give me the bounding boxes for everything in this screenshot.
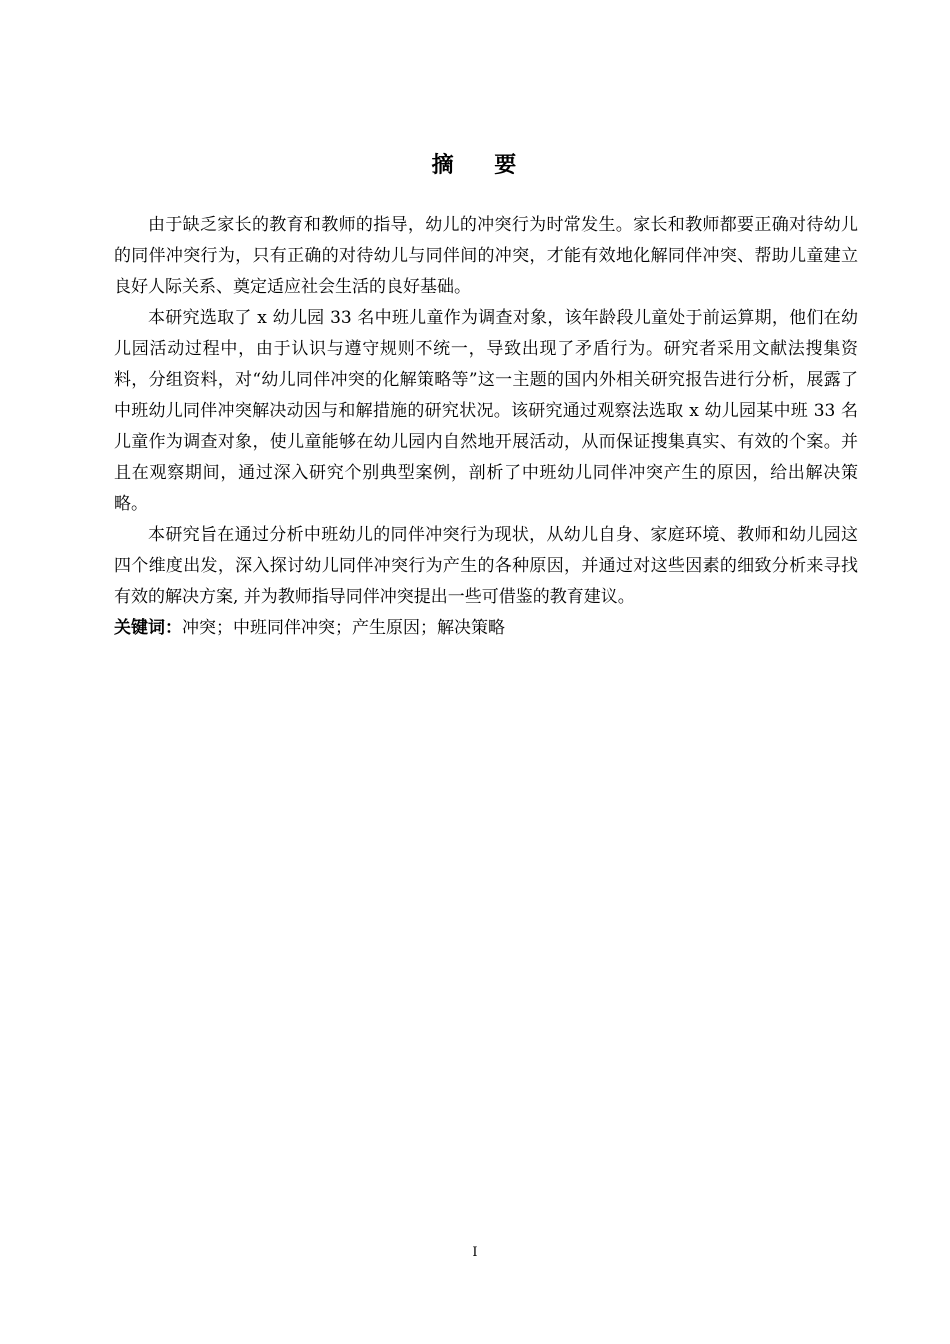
- abstract-paragraph-3: 本研究旨在通过分析中班幼儿的同伴冲突行为现状，从幼儿自身、家庭环境、教师和幼儿园这四个维度出发，深入探讨幼儿同伴冲突行为产生的各种原因，并通过对这些因素的细致分析来寻找有效的解决方案, 并为教师指导同伴冲突提出一些可借鉴的教育建议。: [114, 525, 858, 607]
- keywords-label: 关键词：: [114, 618, 182, 638]
- abstract-paragraph-1: 由于缺乏家长的教育和教师的指导，幼儿的冲突行为时常发生。家长和教师都要正确对待幼儿的同伴冲突行为，只有正确的对待幼儿与同伴间的冲突，才能有效地化解同伴冲突、帮助儿童建立良好人际关系、奠定适应社会生活的良好基础。: [114, 215, 858, 297]
- page-number: I: [472, 1245, 478, 1260]
- abstract-paragraph-2: 本研究选取了 x 幼儿园 33 名中班儿童作为调查对象，该年龄段儿童处于前运算期，他们在幼儿园活动过程中，由于认识与遵守规则不统一，导致出现了矛盾行为。研究者采用文献法搜集资料，分组资料，对“幼儿同伴冲突的化解策略等”这一主题的国内外相关研究报告进行分析，展露了中班幼儿同伴冲突解决动因与和解措施的研究状况。该研究通过观察法选取 x 幼儿园某中班 33 名儿童作为调查对象，使儿童能够在幼儿园内自然地开展活动，从而保证搜集真实、有效的个案。并且在观察期间，通过深入研究个别典型案例，剖析了中班幼儿同伴冲突产生的原因，给出解决策略。: [114, 308, 858, 514]
- keywords-text: 冲突；中班同伴冲突；产生原因；解决策略: [182, 618, 505, 638]
- page-title: 摘 要: [431, 153, 519, 178]
- keywords-line: [114, 613, 858, 644]
- abstract-body: [114, 210, 858, 644]
